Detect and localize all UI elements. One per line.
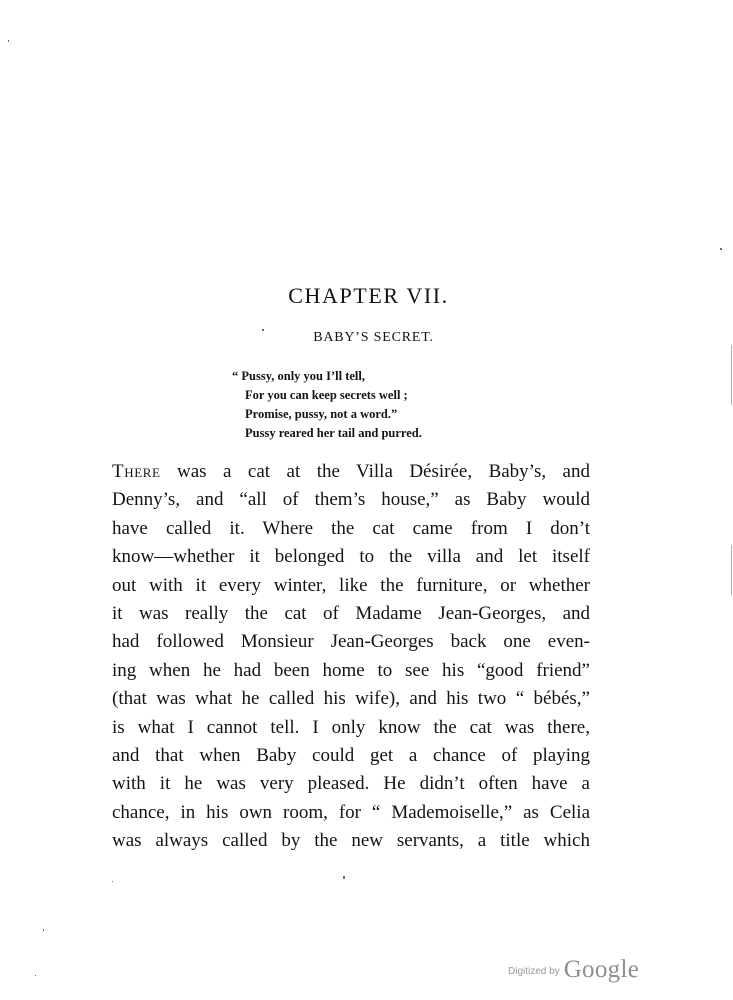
scan-speck bbox=[8, 40, 9, 42]
body-line: had followed Monsieur Jean-Georges back one even- bbox=[112, 631, 590, 653]
body-line: (that was what he called his wife), and his two “ bébés,” bbox=[112, 688, 590, 710]
digitized-watermark bbox=[508, 956, 639, 984]
body-line: it was really the cat of Madame Jean-Georges, and bbox=[112, 603, 590, 625]
google-logo: Google bbox=[563, 956, 640, 983]
epigraph-line: “ Pussy, only you I’ll tell, bbox=[232, 369, 366, 383]
scan-speck bbox=[112, 881, 113, 882]
epigraph-line: For you can keep secrets well ; bbox=[245, 388, 408, 402]
body-line: out with it every winter, like the furniture, or whether bbox=[112, 574, 590, 596]
epigraph-line: Promise, pussy, not a word.” bbox=[245, 407, 398, 421]
chapter-subtitle: BABY’S SECRET. bbox=[313, 330, 434, 345]
body-line bbox=[112, 458, 590, 486]
body-paragraph bbox=[112, 458, 590, 856]
body-line: have called it. Where the cat came from I don’t bbox=[112, 517, 590, 539]
body-line: with it he was very pleased. He didn’t often have a bbox=[112, 773, 590, 795]
body-line: was always called by the new servants, a title which bbox=[112, 830, 590, 852]
scan-speck bbox=[343, 876, 345, 879]
chapter-title: CHAPTER VII. bbox=[288, 283, 449, 308]
body-line: is what I cannot tell. I only know the cat was there, bbox=[112, 716, 590, 738]
scan-speck bbox=[35, 975, 36, 976]
body-line: and that when Baby could get a chance of playing bbox=[112, 745, 590, 767]
body-line: chance, in his own room, for “ Mademoiselle,” as Celia bbox=[112, 801, 590, 823]
body-line: know—whether it belonged to the villa and let itself bbox=[112, 546, 590, 568]
scan-speck bbox=[262, 329, 264, 331]
body-line: ing when he had been home to see his “good friend” bbox=[112, 659, 590, 681]
epigraph-line: Pussy reared her tail and purred. bbox=[245, 426, 422, 440]
watermark-prefix: Digitized by bbox=[508, 966, 560, 977]
epigraph-verse bbox=[232, 367, 422, 443]
scan-speck bbox=[43, 929, 44, 931]
first-line-text: was a cat at the Villa Désirée, Baby’s, and bbox=[160, 461, 590, 482]
scan-speck bbox=[720, 248, 722, 250]
drop-word: There bbox=[112, 461, 161, 482]
page-edge-mark bbox=[731, 345, 732, 405]
body-line: Denny’s, and “all of them’s house,” as Baby would bbox=[112, 489, 590, 511]
page-edge-mark bbox=[731, 545, 732, 595]
